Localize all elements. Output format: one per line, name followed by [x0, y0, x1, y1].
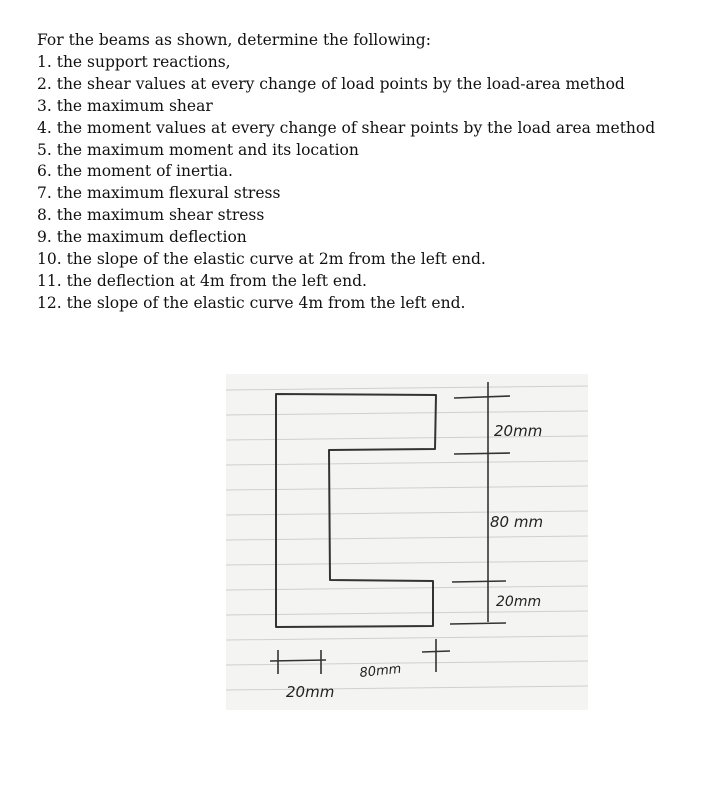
problem-item-3: 3. the maximum shear: [37, 96, 213, 115]
problem-item-10: 10. the slope of the elastic curve at 2m from the left end.: [37, 250, 486, 269]
problem-item-11: 11. the deflection at 4m from the left end.: [37, 271, 367, 290]
label-top-flange: 20mm: [494, 422, 543, 440]
channel-section-drawing: [226, 374, 588, 710]
problem-item-7: 7. the maximum flexural stress: [37, 184, 281, 203]
problem-item-1: 1. the support reactions,: [37, 52, 231, 71]
problem-item-5: 5. the maximum moment and its location: [37, 140, 359, 159]
label-web-thickness: 20mm: [286, 683, 335, 701]
problem-intro: For the beams as shown, determine the following:: [37, 31, 431, 49]
problem-item-8: 8. the maximum shear stress: [37, 206, 265, 225]
problem-statement: [37, 30, 707, 315]
problem-item-9: 9. the maximum deflection: [37, 228, 247, 247]
cross-section-sketch: [226, 374, 588, 710]
problem-item-4: 4. the moment values at every change of shear points by the load area method: [37, 118, 656, 137]
problem-item-12: 12. the slope of the elastic curve 4m from the left end.: [37, 293, 466, 312]
label-bottom-flange: 20mm: [496, 594, 542, 610]
channel-outline: [276, 394, 436, 627]
problem-item-6: 6. the moment of inertia.: [37, 162, 233, 181]
label-web-height: 80 mm: [490, 513, 544, 531]
problem-item-2: 2. the shear values at every change of load points by the load-area method: [37, 74, 625, 93]
label-flange-width: 80mm: [358, 661, 403, 681]
